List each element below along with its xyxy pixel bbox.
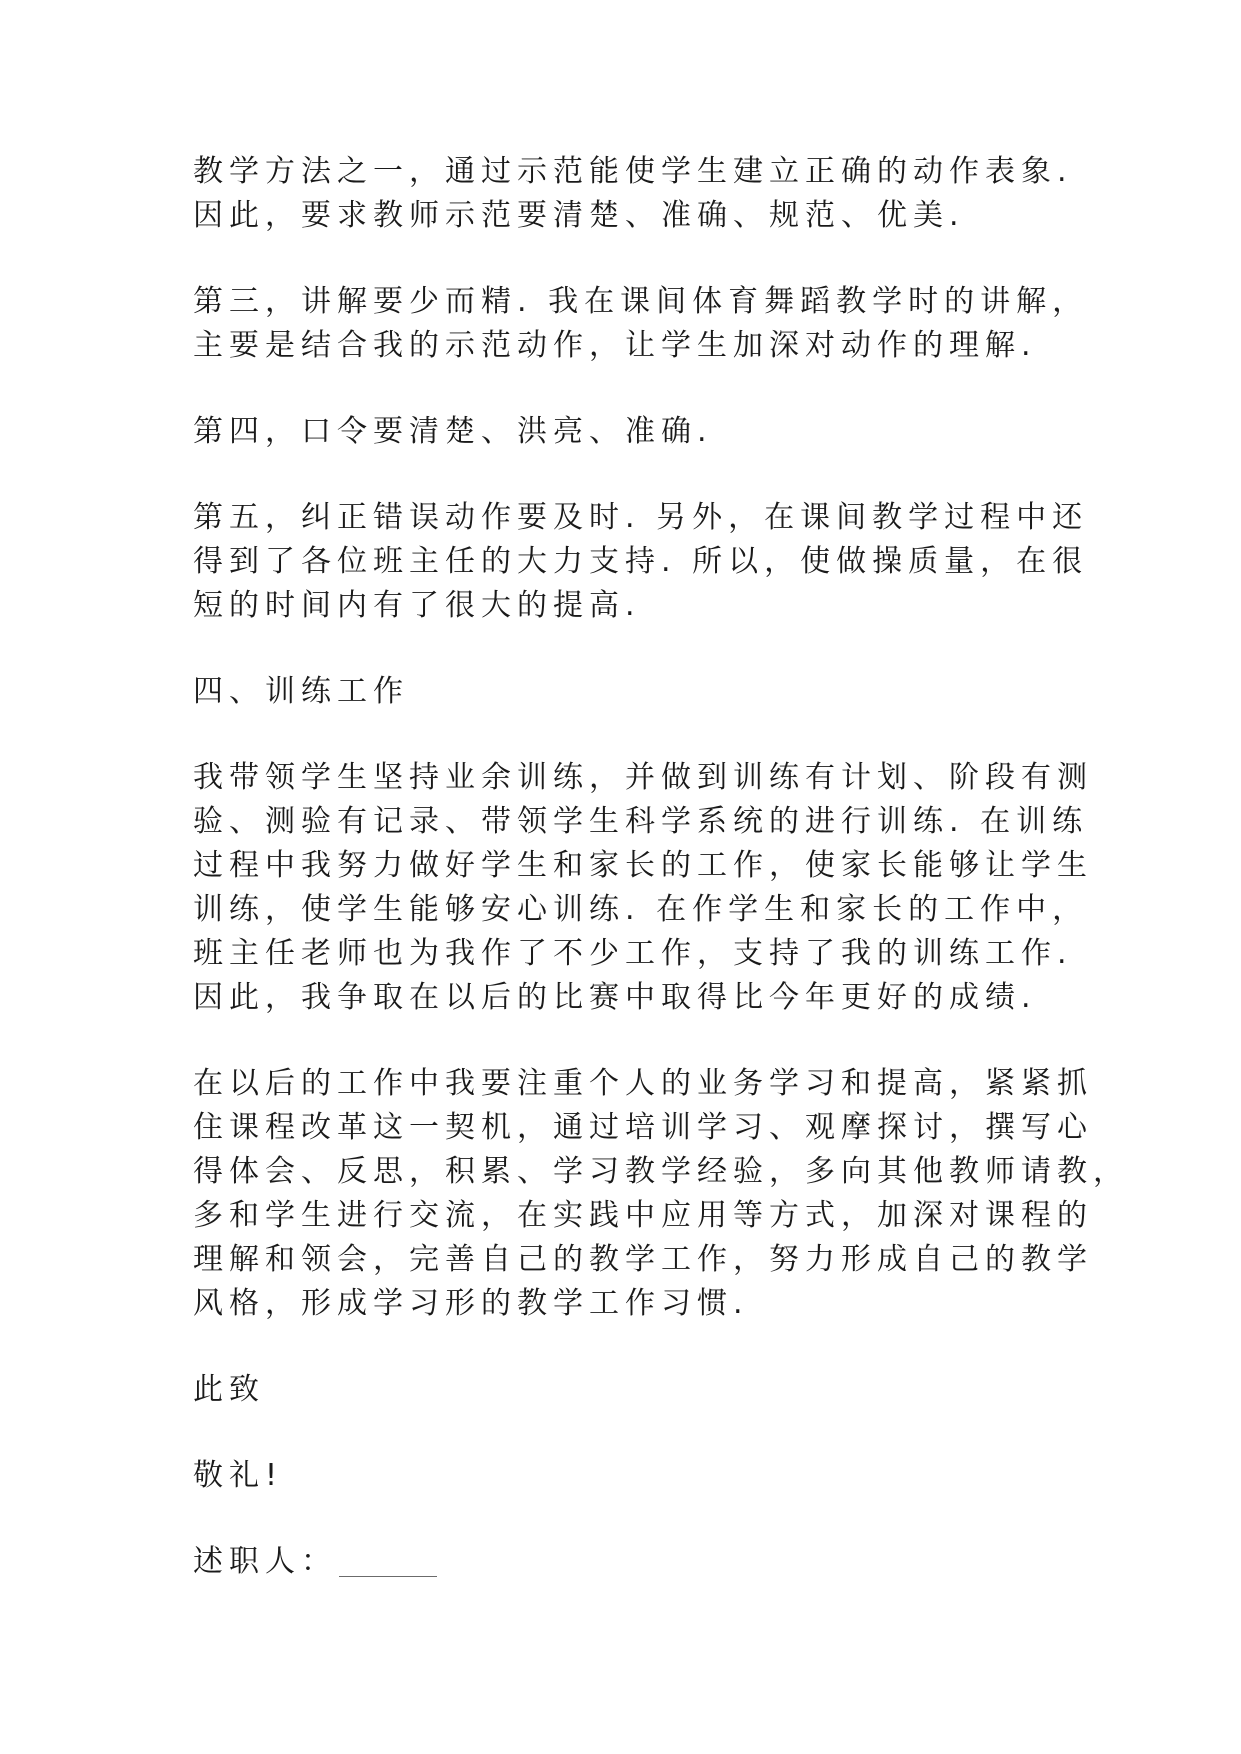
text-line: 第五，纠正错误动作要及时. 另外，在课间教学过程中还 [193,500,1089,535]
text-line: 过程中我努力做好学生和家长的工作，使家长能够让学生 [193,848,1093,883]
text-line: 教学方法之一，通过示范能使学生建立正确的动作表象. [193,154,1073,189]
paragraph-fifth-point [193,496,1089,628]
closing-line: 此致 [193,1372,265,1407]
text-line: 在以后的工作中我要注重个人的业务学习和提高，紧紧抓 [193,1066,1093,1101]
text-line: 班主任老师也为我作了不少工作，支持了我的训练工作. [193,936,1073,971]
paragraph-training-work [193,756,1093,1020]
closing-regards [193,1454,1073,1498]
text-line: 主要是结合我的示范动作，让学生加深对动作的理解. [193,328,1037,363]
paragraph-fourth-point [193,410,1073,454]
text-line: 因此，要求教师示范要清楚、准确、规范、优美. [193,198,965,233]
text-line: 短的时间内有了很大的提高. [193,588,641,623]
text-line: 多和学生进行交流，在实践中应用等方式，加深对课程的 [193,1198,1093,1233]
document-body [193,150,1129,1626]
text-line: 训练，使学生能够安心训练. 在作学生和家长的工作中， [193,892,1089,927]
paragraph-future-plan [193,1062,1129,1326]
text-line: 验、测验有记录、带领学生科学系统的进行训练. 在训练 [193,804,1089,839]
closing-line: 敬礼! [193,1458,284,1493]
paragraph-demonstration [193,150,1073,238]
text-line: 理解和领会，完善自己的教学工作，努力形成自己的教学 [193,1242,1093,1277]
text-line: 第三，讲解要少而精. 我在课间体育舞蹈教学时的讲解， [193,284,1089,319]
text-line: 我带领学生坚持业余训练，并做到训练有计划、阶段有测 [193,760,1093,795]
signature-label: 述职人： [193,1544,337,1579]
text-line: 得体会、反思，积累、学习教学经验，多向其他教师请教， [193,1154,1129,1189]
section-heading: 四、训练工作 [193,674,409,709]
text-line: 得到了各位班主任的大力支持. 所以，使做操质量，在很 [193,544,1089,579]
paragraph-third-point [193,280,1089,368]
section-heading-training [193,670,1073,714]
signature-block [193,1540,1073,1584]
text-line: 第四，口令要清楚、洪亮、准确. [193,414,713,449]
signature-blank-line [339,1546,437,1577]
text-line: 风格，形成学习形的教学工作习惯. [193,1286,749,1321]
text-line: 住课程改革这一契机，通过培训学习、观摩探讨，撰写心 [193,1110,1093,1145]
text-line: 因此，我争取在以后的比赛中取得比今年更好的成绩. [193,980,1037,1015]
closing-salutation [193,1368,1073,1412]
signature-row [193,1540,1073,1584]
